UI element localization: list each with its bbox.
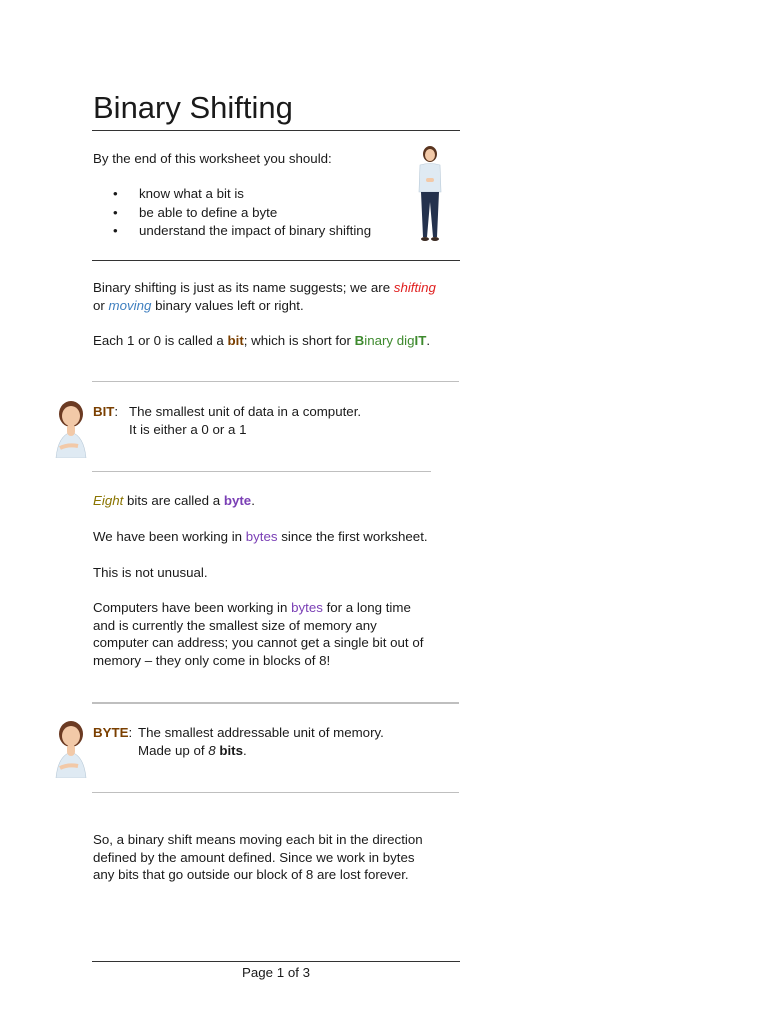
byte-definition: BYTE: The smallest addressable unit of memory. Made up of 8 bits.: [93, 725, 384, 758]
computers-paragraph: Computers have been working in bytes for a long time and is currently the smallest size of memory any computer can address; you cannot get a single bit out of memory – they only come in blocks of 8!: [93, 600, 424, 668]
title-rule: [92, 130, 460, 131]
goal-item: • be able to define a byte: [93, 204, 413, 223]
byte-top-rule: [92, 702, 459, 704]
unusual-paragraph: This is not unusual.: [93, 565, 208, 580]
footer-rule: [92, 961, 460, 962]
intro-text: By the end of this worksheet you should:: [93, 151, 332, 166]
eight-paragraph: Eight bits are called a byte.: [93, 493, 255, 508]
woman-thinking-illustration: [52, 400, 90, 458]
shift-paragraph: So, a binary shift means moving each bit in the direction defined by the amount defined. Since we work in bytes any bits that go outside our block of 8 are lost forever.: [93, 832, 423, 883]
shifting-word: shifting: [393, 280, 436, 295]
bit-definition: BIT: The smallest unit of data in a computer. It is either a 0 or a 1: [93, 404, 362, 437]
bit-term: BIT: [93, 404, 115, 419]
byte-bottom-rule: [92, 792, 459, 793]
woman-thinking-illustration: [52, 720, 90, 778]
page-title: Binary Shifting: [93, 90, 293, 125]
woman-standing-illustration: [410, 140, 450, 244]
byte-term: BYTE: [93, 725, 129, 740]
moving-word: moving: [108, 297, 152, 313]
page-number: Page 1 of 3: [241, 965, 311, 980]
shifting-paragraph: Binary shifting is just as its name suggests; we are shifting or moving binary values left or right.: [93, 280, 436, 313]
intro-rule: [92, 260, 460, 261]
working-paragraph: We have been working in bytes since the first worksheet.: [93, 529, 428, 544]
goal-item: • understand the impact of binary shifting: [93, 222, 413, 241]
goals-list: [93, 185, 413, 241]
bit-top-rule: [92, 381, 459, 382]
bit-bottom-rule: [92, 471, 431, 472]
goal-item: • know what a bit is: [93, 185, 413, 204]
bit-word: bit: [227, 333, 244, 348]
bit-paragraph: Each 1 or 0 is called a bit; which is short for Binary digIT.: [93, 333, 431, 348]
